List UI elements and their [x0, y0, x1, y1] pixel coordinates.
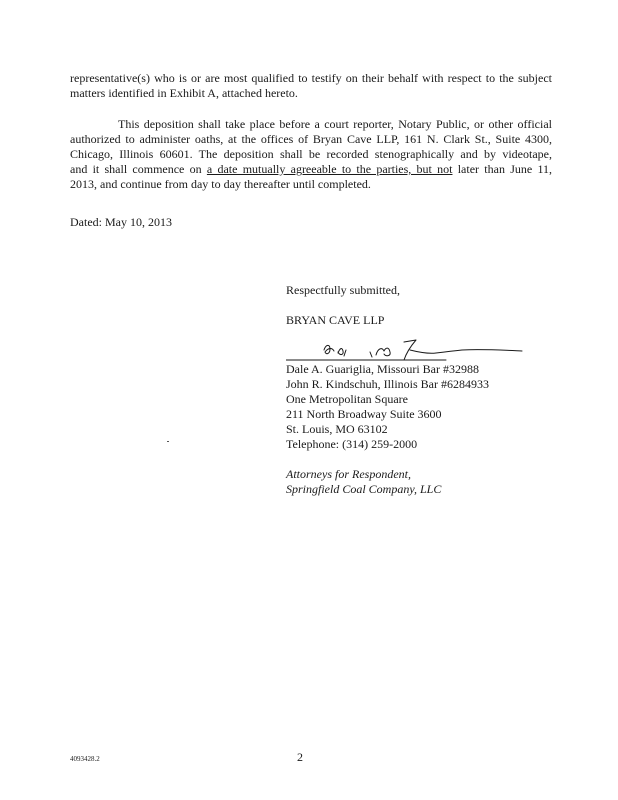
firm-name: BRYAN CAVE LLP	[286, 313, 385, 327]
paragraph-2-line-4	[70, 162, 552, 176]
attorneys-for-line-1: Attorneys for Respondent,	[286, 467, 411, 481]
handwritten-signature	[286, 330, 526, 366]
address-line-1: One Metropolitan Square	[286, 392, 408, 406]
address-line-2: 211 North Broadway Suite 3600	[286, 407, 442, 421]
page-number: 2	[297, 750, 303, 764]
paragraph-2-underlined-date-clause: a date mutually agreeable to the parties, but not	[206, 162, 453, 176]
scan-speck	[167, 441, 169, 442]
paragraph-2-line-4-start: and it shall commence on	[70, 162, 207, 176]
paragraph-2-line-5: 2013, and continue from day to day thereafter until completed.	[70, 177, 371, 191]
telephone: Telephone: (314) 259-2000	[286, 437, 418, 451]
respectfully-submitted: Respectfully submitted,	[286, 283, 400, 297]
paragraph-2-line-3: Chicago, Illinois 60601. The deposition shall be recorded stenographically and by videotape,	[70, 147, 552, 161]
paragraph-1-line-1: representative(s) who is or are most qualified to testify on their behalf with respect to the subject	[70, 71, 552, 85]
paragraph-2-line-2: authorized to administer oaths, at the offices of Bryan Cave LLP, 161 N. Clark St., Suite 4300,	[70, 132, 552, 146]
document-id: 4093428.2	[70, 755, 100, 763]
attorneys-for-line-2: Springfield Coal Company, LLC	[286, 482, 442, 496]
paragraph-2-line-4-end: later than June 11,	[452, 162, 552, 176]
address-line-3: St. Louis, MO 63102	[286, 422, 388, 436]
signer-2: John R. Kindschuh, Illinois Bar #6284933	[286, 377, 489, 391]
paragraph-1-line-2: matters identified in Exhibit A, attached hereto.	[70, 86, 298, 100]
paragraph-2-line-1: This deposition shall take place before a court reporter, Notary Public, or other official	[118, 117, 552, 131]
signer-1: Dale A. Guariglia, Missouri Bar #32988	[286, 362, 479, 376]
dated-line: Dated: May 10, 2013	[70, 215, 172, 229]
